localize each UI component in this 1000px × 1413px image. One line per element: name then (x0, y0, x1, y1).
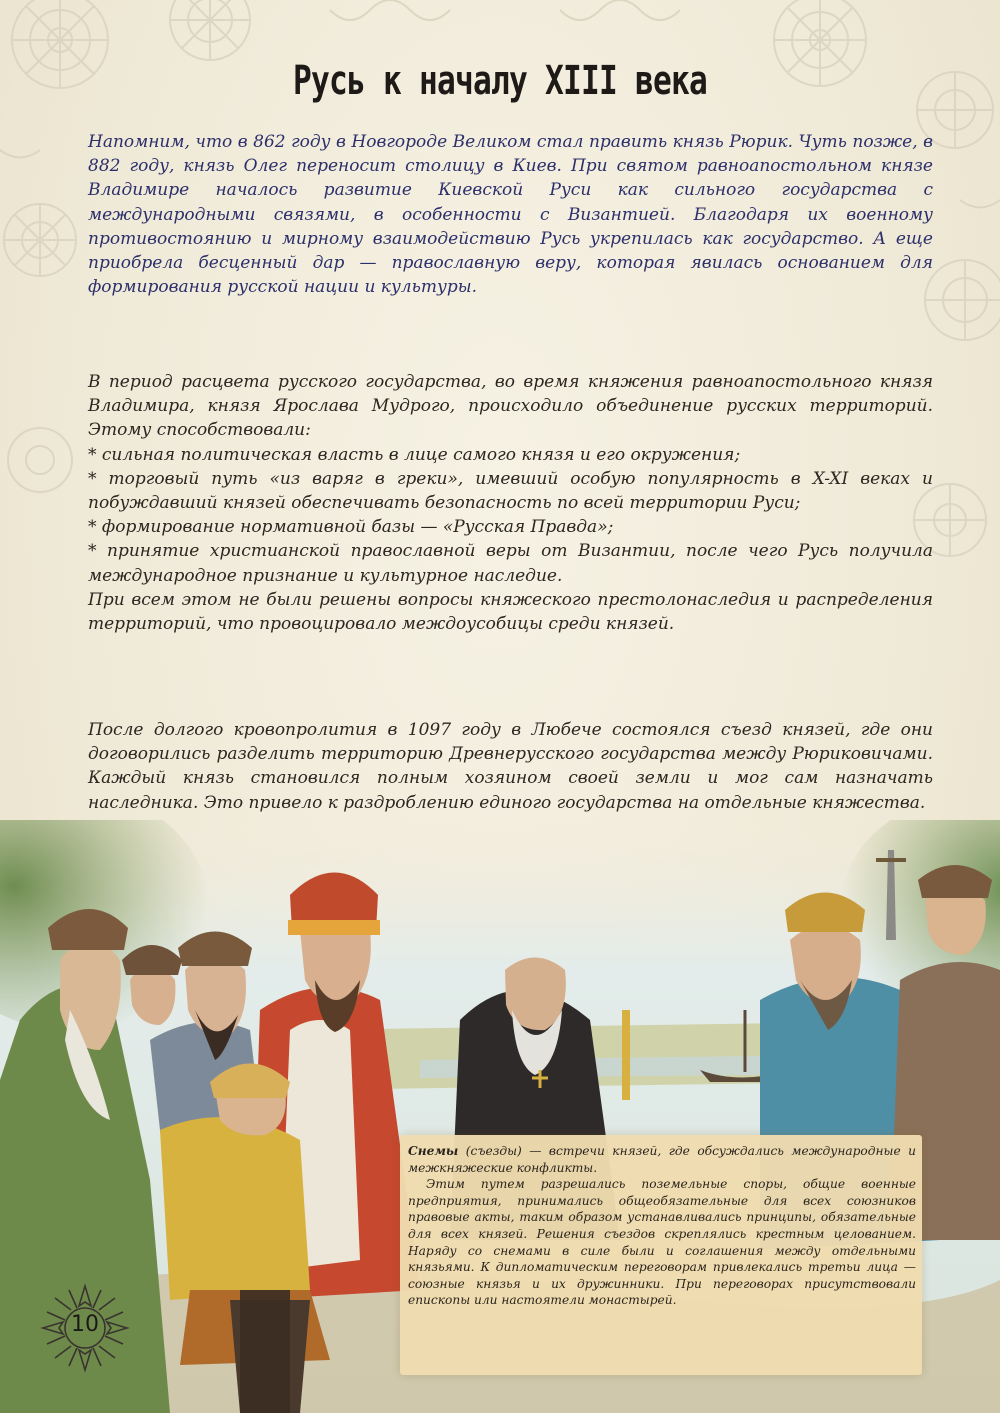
note-body: Этим путем разрешались поземельные споры, общие военные предприятия, принимались общеобязательные для всех союзников правовые акты, таким образом устанавливались принципы, обязательные для всех князей. Решения съездов скреплялись крестным целованием. Наряду со снемами в силе были и соглашения между отдельными князьями. К дипломатическим переговорам привлекались третьи лица — союзные князья и их дружинники. При переговорах присутствовали епископы или настоятели монастырей. (408, 1177, 916, 1308)
congress-paragraph: После долгого кровопролития в 1097 году в Любече состоялся съезд князей, где они договорились разделить территорию Древнерусского государства между Рюриковичами. Каждый князь становился полным хозяином своей земли и мог сам назначать наследника. Это привело к раздроблению единого государства на отдельные княжества. (88, 720, 933, 813)
page-number: 10 (71, 1312, 99, 1337)
list-item: * принятие христианской православной веры от Византии, после чего Русь получила международное признание и культурное наследие. (88, 541, 933, 586)
note-definition: (съезды) — встречи князей, где обсуждались международные и межкняжеские конфликты. (408, 1144, 916, 1175)
list-item: * сильная политическая власть в лице самого князя и его окружения; (88, 444, 741, 465)
unification-section (88, 370, 933, 636)
factors-list (88, 443, 933, 588)
note-text (408, 1143, 916, 1309)
unification-lead: В период расцвета русского государства, во время княжения равноапостольного князя Владимира, князя Ярослава Мудрого, происходило объединение русских территорий. Этому способствовали: (88, 372, 933, 441)
unification-conclusion: При всем этом не были решены вопросы княжеского престолонаследия и распределения территорий, что провоцировало междоусобицы среди князей. (88, 589, 933, 635)
page-title: Русь к началу XIII века (292, 58, 708, 104)
list-item: * торговый путь «из варяг в греки», имевший особую популярность в X-XI веках и побуждавший князей обеспечивать безопасность по всей территории Руси; (88, 468, 933, 514)
note-term: Снемы (408, 1144, 459, 1158)
list-item: * формирование нормативной базы — «Русская Правда»; (88, 517, 614, 538)
intro-paragraph: Напомним, что в 862 году в Новгороде Великом стал править князь Рюрик. Чуть позже, в 882 году, князь Олег переносит столицу в Киев. При святом равноапостольном князе Владимире началось развитие Киевской Руси как сильного государства с международными связями, в особенности с Византией. Благодаря их военному противостоянию и мирному взаимодействию Русь укрепилась как государство. А еще приобрела бесценный дар — православную веру, которая явилась основанием для формирования русской нации и культуры. (88, 132, 933, 298)
